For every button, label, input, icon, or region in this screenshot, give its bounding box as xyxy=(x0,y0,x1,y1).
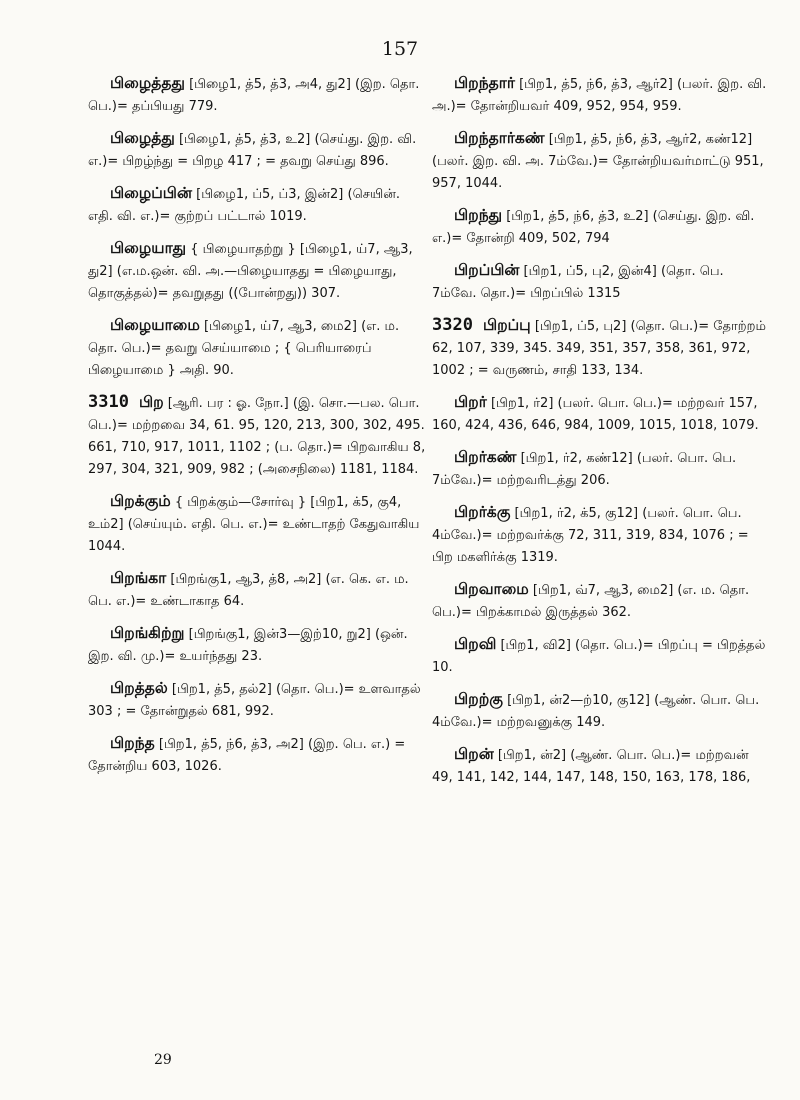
dictionary-entry xyxy=(432,391,772,437)
entry-definition: { பிறக்கும்—சோர்வு } [பிற1, க்5, கு4, உம்2] (செய்யும். எதி. பெ. எ.)= உண்டாதற் கேதுவாகிய 1044. xyxy=(88,495,420,554)
entry-number: 3320 xyxy=(432,315,473,335)
entry-definition: [பிறங்கு1, ஆ3, த்8, அ2] (எ. கெ. எ. ம. பெ. எ.)= உண்டாகாத 64. xyxy=(88,572,409,609)
entry-definition: [பிற1, ர்2, க்5, கு12] (பலர். பொ. பெ. 4ம்வே.)= மற்றவர்க்கு 72, 311, 319, 834, 1076 ; = பிற மகளிர்க்கு 1319. xyxy=(432,506,749,565)
headword: பிழையாமை xyxy=(110,316,200,334)
dictionary-entry xyxy=(88,677,428,723)
headword: பிறங்கிற்று xyxy=(110,624,185,642)
headword: பிறர்கண் xyxy=(454,448,517,466)
headword: பிறவாமை xyxy=(454,580,529,598)
left-column xyxy=(88,72,428,787)
headword: பிறங்கா xyxy=(110,569,167,587)
headword: பிறந்த xyxy=(110,734,155,752)
dictionary-entry xyxy=(432,688,772,734)
dictionary-entry xyxy=(88,391,428,481)
entry-definition: [பிற1, ப்5, பு2, இன்4] (தொ. பெ. 7ம்வே. தொ.)= பிறப்பில் 1315 xyxy=(432,264,724,301)
headword: பிறர்க்கு xyxy=(454,503,511,521)
dictionary-entry xyxy=(88,127,428,173)
dictionary-entry xyxy=(432,743,772,789)
headword: பிழைத்தது xyxy=(110,74,185,92)
headword: பிழையாது xyxy=(110,239,187,257)
dictionary-entry xyxy=(432,314,772,382)
entry-definition: [பிற1, த்5, ந்6, த்3, அ2] (இற. பெ. எ.) = தோன்றிய 603, 1026. xyxy=(88,737,406,774)
entry-definition: [பிற1, வ்7, ஆ3, மை2] (எ. ம. தொ. பெ.)= பிறக்காமல் இருத்தல் 362. xyxy=(432,583,750,620)
entry-definition: [பிற1, ப்5, பு2] (தொ. பெ.)= தோற்றம் 62, 107, 339, 345. 349, 351, 357, 358, 361, 972, 1002 ; = வருணம், சாதி 133, 134. xyxy=(432,319,766,378)
dictionary-entry xyxy=(432,501,772,569)
headword: பிறன் xyxy=(454,745,494,763)
headword: பிழைப்பின் xyxy=(110,184,192,202)
dictionary-entry xyxy=(88,237,428,305)
headword: பிற xyxy=(138,393,164,411)
headword: பிறர் xyxy=(454,393,487,411)
headword: பிறக்கும் xyxy=(110,492,171,510)
dictionary-entry xyxy=(88,567,428,613)
entry-definition: [பிழை1, ப்5, ப்3, இன்2] (செயின். எதி. வி. எ.)= குற்றப் பட்டால் 1019. xyxy=(88,187,400,224)
dictionary-entry xyxy=(432,72,772,118)
dictionary-entry xyxy=(432,633,772,679)
headword: பிறப்பு xyxy=(482,316,531,334)
entry-definition: { பிழையாதற்று } [பிழை1, ய்7, ஆ3, து2] (எ.ம.ஒன். வி. அ.—பிழையாதது = பிழையாது, தொகுத்தல்)= தவறுதது ((போன்றது)) 307. xyxy=(88,242,413,301)
dictionary-entry xyxy=(88,182,428,228)
entry-definition: [பிறங்கு1, இன்3—இற்10, று2] (ஒன். இற. வி. மு.)= உயர்ந்தது 23. xyxy=(88,627,408,664)
entry-definition: [பிற1, ர்2, கண்12] (பலர். பொ. பெ. 7ம்வே.)= மற்றவரிடத்து 206. xyxy=(432,451,737,488)
page-number: 157 xyxy=(381,38,419,60)
headword: பிறவி xyxy=(454,635,497,653)
dictionary-entry xyxy=(432,446,772,492)
entry-definition: [பிற1, ன்2] (ஆண். பொ. பெ.)= மற்றவன் 49, 141, 142, 144, 147, 148, 150, 163, 178, 186, xyxy=(432,748,751,785)
headword: பிறந்தார் xyxy=(454,74,515,92)
headword: பிறத்தல் xyxy=(110,679,168,697)
entry-definition: [பிற1, த்5, தல்2] (தொ. பெ.)= உளவாதல் 303 ; = தோன்றுதல் 681, 992. xyxy=(88,682,421,719)
headword: பிறந்து xyxy=(454,206,503,224)
entry-definition: [பிற1, த்5, ந்6, த்3, உ2] (செய்து. இற. வி. எ.)= தோன்றி 409, 502, 794 xyxy=(432,209,755,246)
entry-definition: [பிழை1, ய்7, ஆ3, மை2] (எ. ம. தொ. பெ.)= தவறு செய்யாமை ; { பெரியாரைப் பிழையாமை } அதி. 90. xyxy=(88,319,400,378)
headword: பிறந்தார்கண் xyxy=(454,129,545,147)
dictionary-entry xyxy=(432,578,772,624)
footer-signature-number: 29 xyxy=(154,1052,172,1068)
right-column xyxy=(432,72,772,798)
dictionary-entry xyxy=(88,72,428,118)
dictionary-entry xyxy=(432,204,772,250)
entry-definition: [பிழை1, த்5, த்3, அ4, து2] (இற. தொ. பெ.)= தப்பியது 779. xyxy=(88,77,420,114)
headword: பிறப்பின் xyxy=(454,261,520,279)
entry-definition: [ஆரி. பர : ஓ. நோ.] (இ. சொ.—பல. பொ. பெ.)= மற்றவை 34, 61. 95, 120, 213, 300, 302, 495. 661, 710, 917, 1011, 1102 ; (ப. தொ.)= பிறவாகிய 8, 297, 304, 321, 909, 982 ; (அசைநிலை) 1181, 1184. xyxy=(88,396,426,477)
entry-definition: [பிற1, வி2] (தொ. பெ.)= பிறப்பு = பிறத்தல் 10. xyxy=(432,638,766,675)
dictionary-entry xyxy=(88,622,428,668)
headword: பிறற்கு xyxy=(454,690,503,708)
dictionary-entry xyxy=(432,259,772,305)
dictionary-entry xyxy=(432,127,772,195)
dictionary-entry xyxy=(88,732,428,778)
entry-definition: [பிற1, த்5, ந்6, த்3, ஆர்2, கண்12] (பலர். இற. வி. அ. 7ம்வே.)= தோன்றியவர்மாட்டு 951, 957, 1044. xyxy=(432,132,764,191)
dictionary-entry xyxy=(88,314,428,382)
headword: பிழைத்து xyxy=(110,129,175,147)
entry-definition: [பிற1, ர்2] (பலர். பொ. பெ.)= மற்றவர் 157, 160, 424, 436, 646, 984, 1009, 1015, 1018, 1079. xyxy=(432,396,759,433)
entry-definition: [பிற1, த்5, ந்6, த்3, ஆர்2] (பலர். இற. வி. அ.)= தோன்றியவர் 409, 952, 954, 959. xyxy=(432,77,767,114)
entry-number: 3310 xyxy=(88,392,129,412)
entry-definition: [பிழை1, த்5, த்3, உ2] (செய்து. இற. வி. எ.)= பிறழ்ந்து = பிறழ 417 ; = தவறு செய்து 896. xyxy=(88,132,417,169)
dictionary-entry xyxy=(88,490,428,558)
entry-definition: [பிற1, ன்2—ற்10, கு12] (ஆண். பொ. பெ. 4ம்வே.)= மற்றவனுக்கு 149. xyxy=(432,693,760,730)
